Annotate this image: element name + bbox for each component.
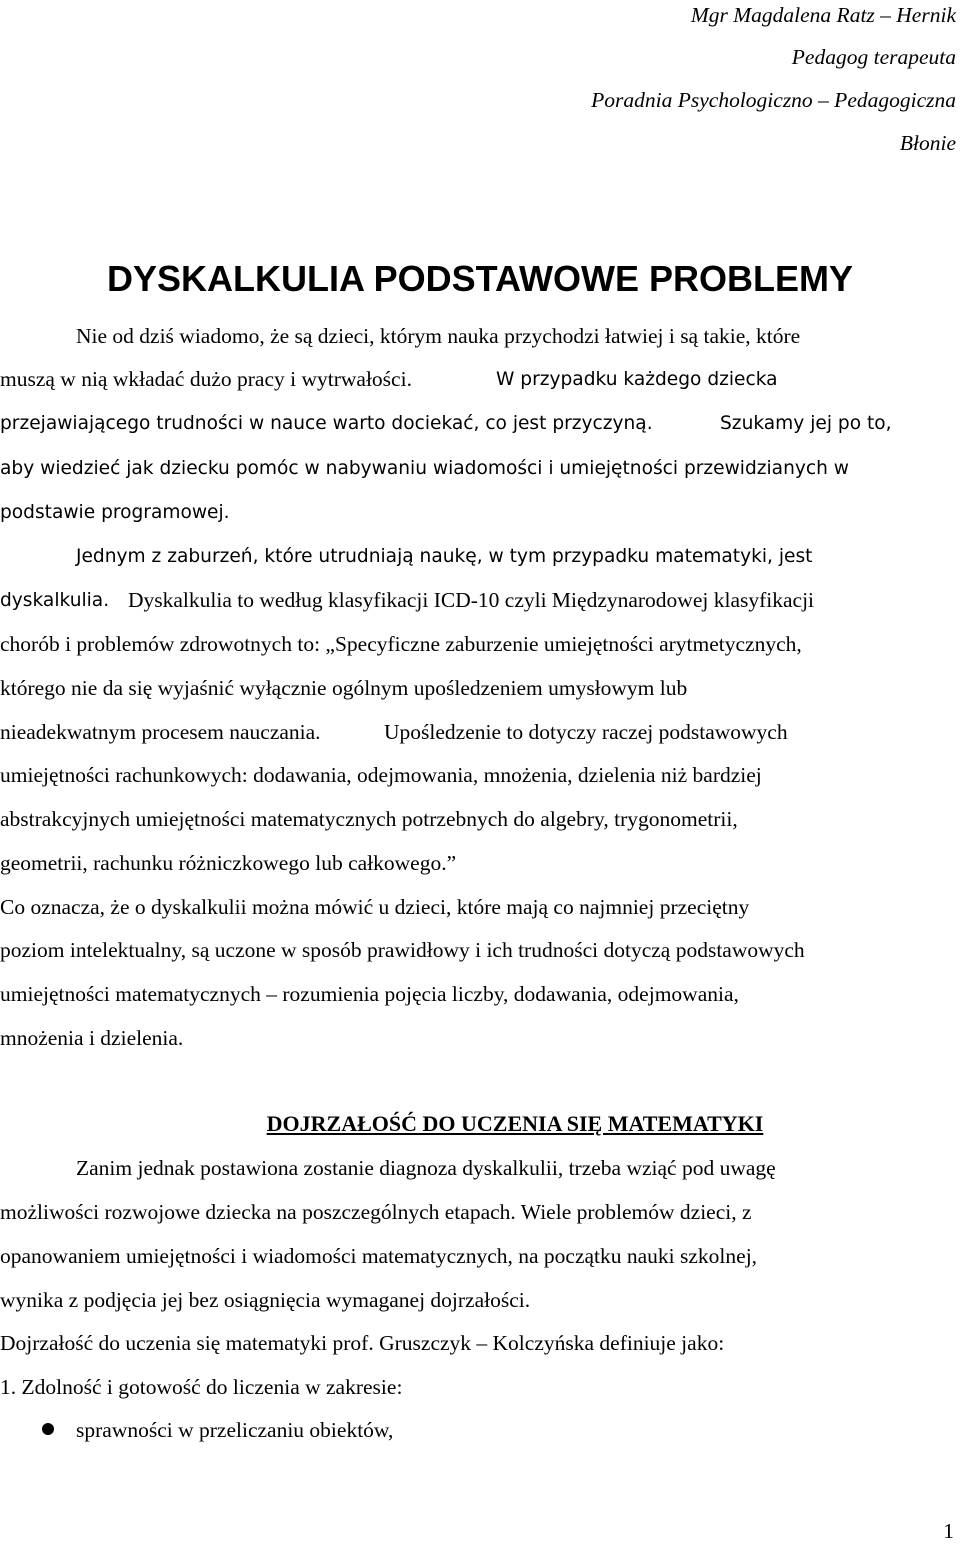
paragraph-line: Jednym z zaburzeń, które utrudniają naukę, w tym przypadku matematyki, jest [76,546,813,567]
paragraph-line: wynika z podjęcia jej bez osiągnięcia wymaganej dojrzałości. [0,1288,531,1312]
bullet-icon [42,1423,54,1435]
paragraph-line: Dojrzałość do uczenia się matematyki prof. Gruszczyk – Kolczyńska definiuje jako: [0,1331,725,1355]
paragraph-line: umiejętności rachunkowych: dodawania, odejmowania, mnożenia, dzielenia niż bardziej [0,763,762,787]
header-institution: Poradnia Psychologiczno – Pedagogiczna [591,88,956,112]
list-item: sprawności w przeliczaniu obiektów, [76,1418,394,1442]
header-author: Mgr Magdalena Ratz – Hernik [690,3,956,27]
paragraph-line: umiejętności matematycznych – rozumienia pojęcia liczby, dodawania, odejmowania, [0,982,739,1006]
paragraph-line: opanowaniem umiejętności i wiadomości matematycznych, na początku nauki szkolnej, [0,1244,758,1268]
section-heading: DOJRZAŁOŚĆ DO UCZENIA SIĘ MATEMATYKI [266,1111,764,1136]
paragraph-line: Co oznacza, że o dyskalkulii można mówić u dzieci, które mają co najmniej przeciętny [0,895,750,919]
header-city: Błonie [899,131,956,155]
paragraph-line: przejawiającego trudności w nauce warto dociekać, co jest przyczyną. [0,413,653,434]
paragraph-line: poziom intelektualny, są uczone w sposób prawidłowy i ich trudności dotyczą podstawowych [0,938,805,962]
paragraph-line: dyskalkulia. [0,590,110,611]
paragraph-line: możliwości rozwojowe dziecka na poszczególnych etapach. Wiele problemów dzieci, z [0,1200,752,1224]
paragraph-line: którego nie da się wyjaśnić wyłącznie ogólnym upośledzeniem umysłowym lub [0,676,688,700]
paragraph-line: W przypadku każdego dziecka [496,369,778,390]
paragraph-line: Zanim jednak postawiona zostanie diagnoza dyskalkulii, trzeba wziąć pod uwagę [76,1156,776,1180]
paragraph-line: Dyskalkulia to według klasyfikacji ICD-10 czyli Międzynarodowej klasyfikacji [128,588,815,612]
list-heading: 1. Zdolność i gotowość do liczenia w zakresie: [0,1375,403,1399]
paragraph-line: aby wiedzieć jak dziecku pomóc w nabywaniu wiadomości i umiejętności przewidzianych w [0,458,849,479]
header-role: Pedagog terapeuta [791,45,956,69]
paragraph-line: mnożenia i dzielenia. [0,1026,184,1050]
paragraph-line: chorób i problemów zdrowotnych to: „Specyficzne zaburzenie umiejętności arytmetycznych, [0,632,802,656]
paragraph-line: abstrakcyjnych umiejętności matematycznych potrzebnych do algebry, trygonometrii, [0,807,738,831]
paragraph-line: Nie od dziś wiadomo, że są dzieci, którym nauka przychodzi łatwiej i są takie, które [76,324,801,348]
paragraph-line: Szukamy jej po to, [720,413,892,434]
paragraph-line: podstawie programowej. [0,502,230,523]
paragraph-line: nieadekwatnym procesem nauczania. [0,720,321,744]
paragraph-line: geometrii, rachunku różniczkowego lub całkowego.” [0,851,457,875]
paragraph-line: Upośledzenie to dotyczy raczej podstawowych [384,720,788,744]
page-number: 1 [943,1519,954,1543]
paragraph-line: muszą w nią wkładać dużo pracy i wytrwałości. [0,367,412,391]
page-title: DYSKALKULIA PODSTAWOWE PROBLEMY [107,258,853,299]
